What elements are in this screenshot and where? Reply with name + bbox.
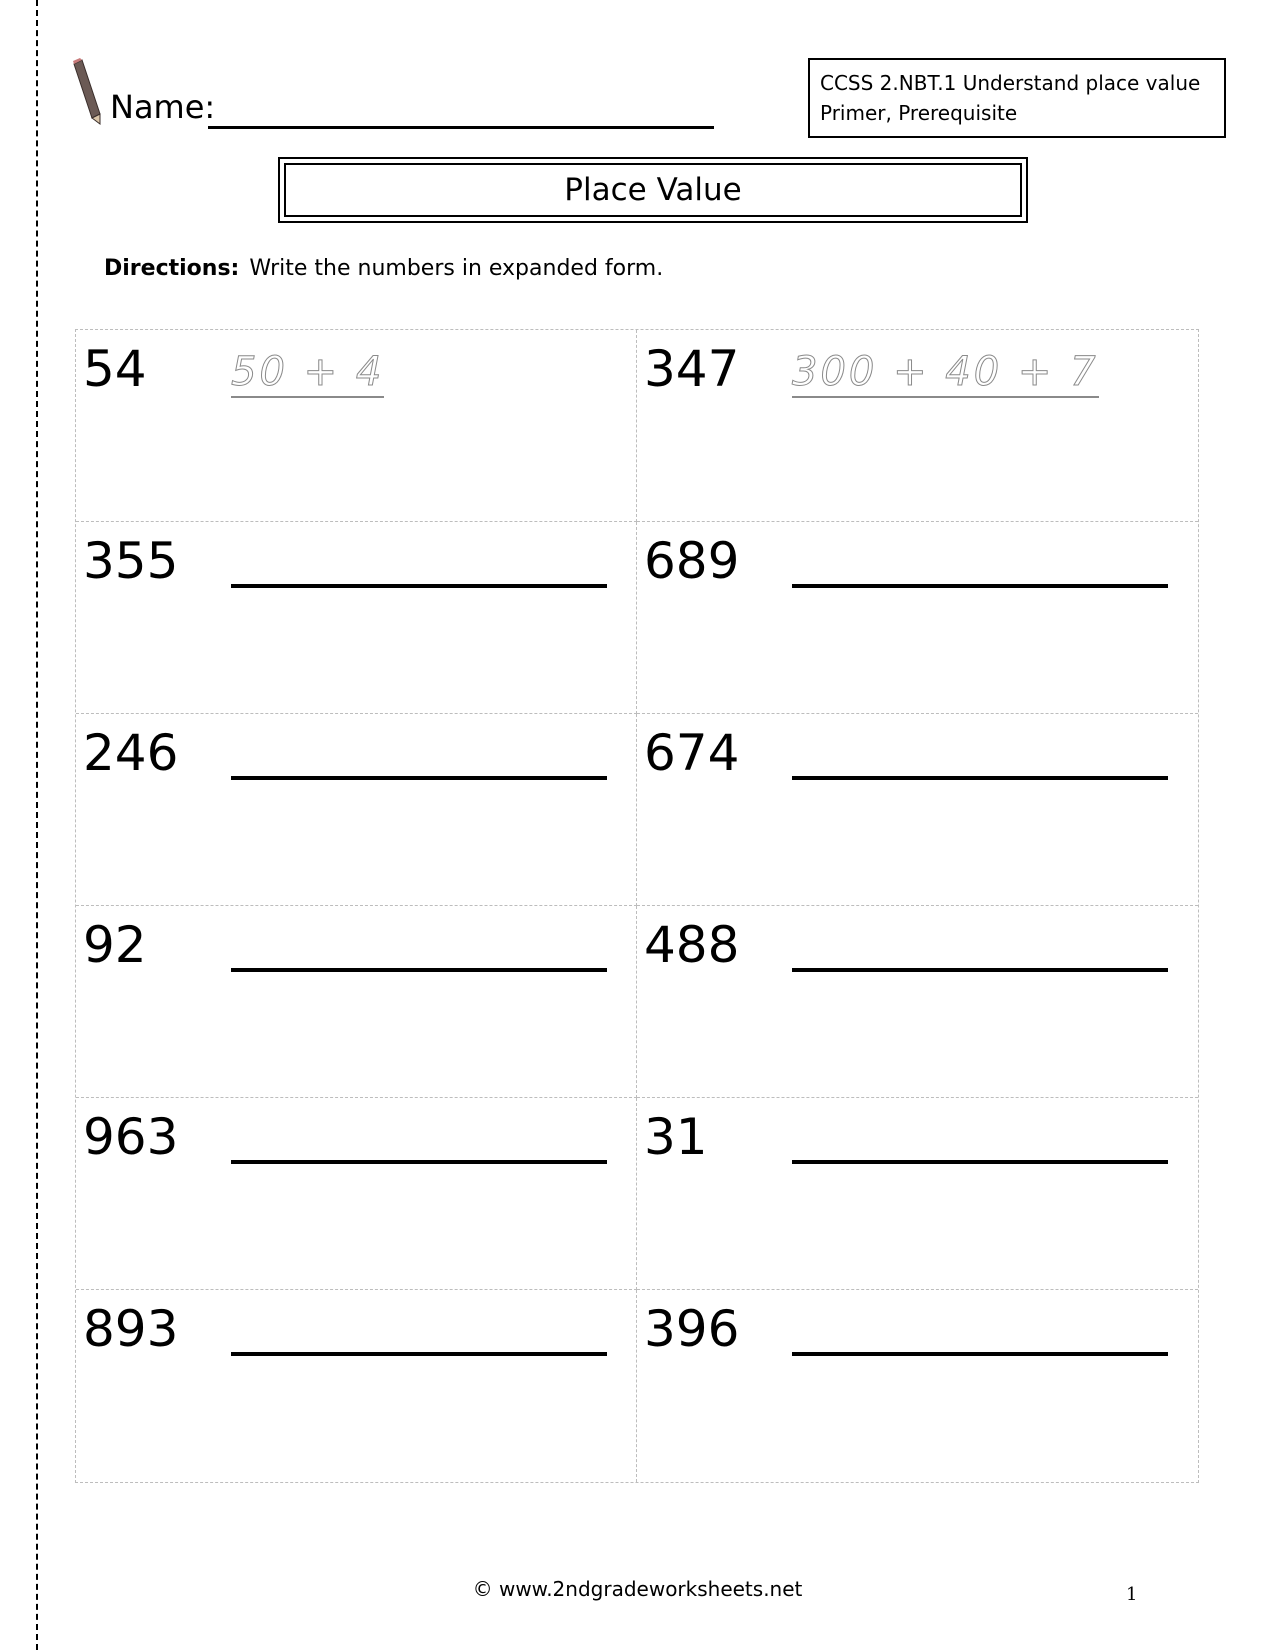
problem-cell xyxy=(76,714,637,906)
problem-cell xyxy=(76,522,637,714)
problem-cell xyxy=(76,1098,637,1290)
problem-number: 246 xyxy=(83,724,179,782)
problem-cell xyxy=(637,906,1198,1098)
problem-number: 674 xyxy=(644,724,740,782)
problem-cell xyxy=(637,714,1198,906)
problem-number: 92 xyxy=(83,916,147,974)
problem-cell xyxy=(637,330,1198,522)
standard-box xyxy=(808,58,1226,138)
answer-line[interactable] xyxy=(792,1352,1168,1356)
name-label: Name: xyxy=(110,88,216,126)
answer-line[interactable] xyxy=(792,968,1168,972)
directions-text: Write the numbers in expanded form. xyxy=(249,256,664,281)
directions xyxy=(104,256,663,281)
page-number: 1 xyxy=(1126,1584,1138,1605)
problem-number: 31 xyxy=(644,1108,708,1166)
problem-number: 963 xyxy=(83,1108,179,1166)
problem-number: 54 xyxy=(83,340,147,398)
problem-cell xyxy=(76,1290,637,1482)
title-box xyxy=(278,157,1028,223)
directions-label: Directions: xyxy=(104,256,240,281)
answer-line[interactable] xyxy=(231,1352,607,1356)
page-title: Place Value xyxy=(284,163,1022,217)
answer-line[interactable] xyxy=(231,1160,607,1164)
answer-line[interactable] xyxy=(792,776,1168,780)
problem-cell xyxy=(76,906,637,1098)
pencil-icon xyxy=(70,58,104,128)
problem-cell xyxy=(76,330,637,522)
standard-line-1: CCSS 2.NBT.1 Understand place value xyxy=(820,71,1201,95)
standard-line-2: Primer, Prerequisite xyxy=(820,101,1018,125)
name-field-line[interactable] xyxy=(208,126,714,129)
answer-line[interactable] xyxy=(231,968,607,972)
problem-grid xyxy=(75,329,1199,1483)
problem-cell xyxy=(637,1098,1198,1290)
problem-number: 488 xyxy=(644,916,740,974)
answer-line[interactable] xyxy=(231,776,607,780)
answer-line[interactable] xyxy=(792,584,1168,588)
example-answer: 50 + 4 xyxy=(231,352,384,398)
example-answer: 300 + 40 + 7 xyxy=(792,352,1099,398)
problem-number: 396 xyxy=(644,1300,740,1358)
problem-number: 893 xyxy=(83,1300,179,1358)
problem-number: 347 xyxy=(644,340,740,398)
problem-cell xyxy=(637,522,1198,714)
problem-number: 689 xyxy=(644,532,740,590)
cut-line xyxy=(36,0,38,1650)
answer-line[interactable] xyxy=(231,584,607,588)
problem-number: 355 xyxy=(83,532,179,590)
answer-line[interactable] xyxy=(792,1160,1168,1164)
problem-cell xyxy=(637,1290,1198,1482)
footer-copyright: © www.2ndgradeworksheets.net xyxy=(472,1577,803,1601)
